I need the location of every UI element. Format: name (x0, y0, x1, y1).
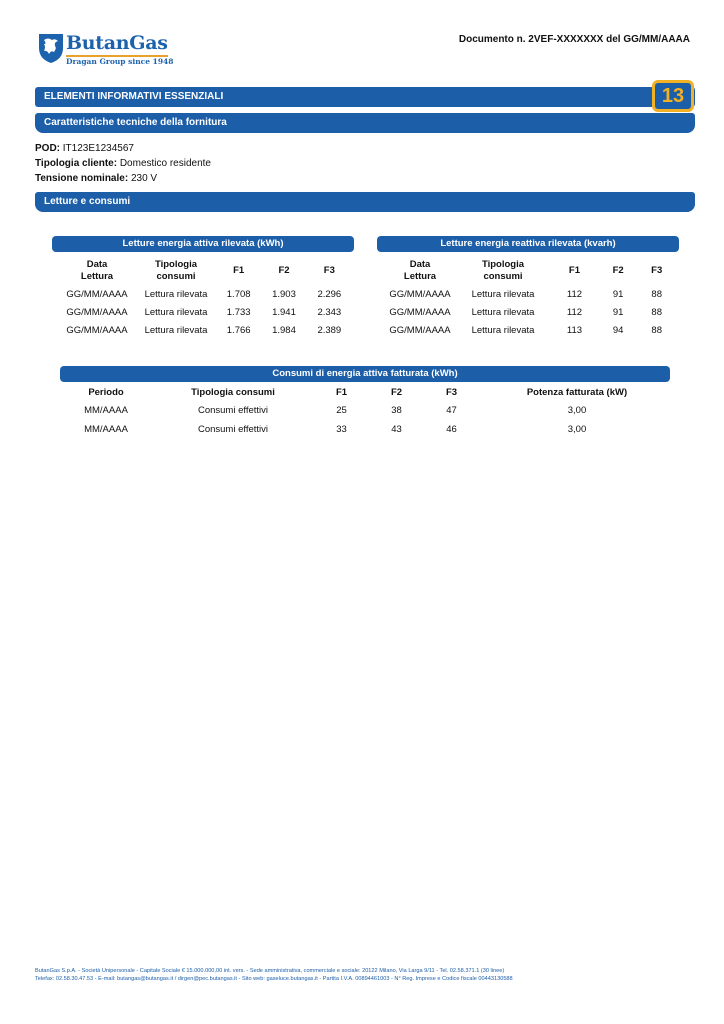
table-row (384, 303, 676, 321)
cell-f1: 33 (336, 424, 347, 435)
logo-name: ButanGas (66, 32, 168, 54)
column-header-date: Data Lettura (403, 259, 437, 282)
cell-f2: 91 (612, 288, 624, 300)
voltage-label: Tensione nominale: (35, 173, 129, 184)
pod-value: IT123E1234567 (62, 143, 134, 154)
voltage-value: 230 V (130, 173, 158, 184)
butangas-logo (38, 32, 178, 68)
cell-type: Lettura rilevata (471, 288, 535, 300)
cell-power: 3,00 (567, 424, 587, 435)
cell-type: Consumi effettivi (197, 424, 269, 435)
cell-f1: 113 (566, 324, 583, 336)
cell-f2: 1.903 (272, 288, 296, 300)
column-header-period: Periodo (88, 387, 124, 398)
pod-label: POD: (35, 143, 60, 154)
dragon-shield-icon (38, 32, 64, 64)
cell-f3: 2.343 (317, 306, 342, 318)
cell-f2: 43 (391, 424, 402, 435)
column-header-type: Tipologia consumi (481, 259, 525, 282)
column-header-f3: F3 (651, 265, 663, 276)
cell-period: MM/AAAA (84, 424, 128, 435)
cell-type: Lettura rilevata (144, 306, 208, 318)
voltage-row (35, 171, 211, 186)
cell-f2: 38 (391, 405, 402, 416)
client-type-value: Domestico residente (119, 158, 211, 169)
cell-f1: 112 (566, 288, 583, 300)
cell-f1: 1.708 (226, 288, 251, 300)
cell-f3: 2.389 (317, 324, 342, 336)
column-header-type: Tipologia consumi (191, 387, 275, 398)
cell-f1: 1.733 (226, 306, 251, 318)
supply-info (35, 141, 211, 186)
cell-f3: 2.296 (317, 288, 342, 300)
footer-line-1: ButanGas S.p.A. - Società Unipersonale - Capitale Sociale € 15.000.000,00 int. vers. - Sede amministrativa, commerciale e sociale: 20122 Milano, Via Larga 9/11 - Tel. 02.58.371.1 (30 linee) (35, 968, 505, 974)
cell-f2: 91 (612, 306, 624, 318)
cell-date: GG/MM/AAAA (66, 306, 128, 318)
cell-power: 3,00 (567, 405, 587, 416)
cell-date: GG/MM/AAAA (389, 288, 451, 300)
cell-f1: 25 (336, 405, 347, 416)
footer (35, 967, 695, 983)
cell-f1: 1.766 (226, 324, 251, 336)
reactive-readings-table (384, 257, 676, 339)
cell-date: GG/MM/AAAA (66, 324, 128, 336)
cell-type: Lettura rilevata (144, 324, 208, 336)
reactive-readings-title: Letture energia reattiva rilevata (kvarh) (377, 236, 679, 252)
pod-row (35, 141, 211, 156)
column-header-f1: F1 (335, 387, 348, 398)
cell-date: GG/MM/AAAA (66, 288, 128, 300)
column-header-f3: F3 (445, 387, 458, 398)
cell-f2: 1.984 (272, 324, 296, 336)
cell-type: Lettura rilevata (471, 324, 535, 336)
table-header-row (60, 385, 675, 401)
cell-f3: 88 (651, 306, 662, 318)
billed-consumption-title: Consumi di energia attiva fatturata (kWh) (60, 366, 670, 382)
page-number-badge: 13 (652, 80, 694, 112)
cell-f1: 112 (566, 306, 583, 318)
column-header-f2: F2 (390, 387, 403, 398)
section-title-technical: Caratteristiche tecniche della fornitura (35, 113, 695, 133)
cell-f3: 88 (651, 288, 662, 300)
table-row (384, 285, 676, 303)
cell-date: GG/MM/AAAA (389, 306, 451, 318)
table-header-row (58, 257, 352, 285)
column-header-power: Potenza fatturata (kW) (526, 387, 628, 398)
column-header-f2: F2 (612, 265, 624, 276)
table-row (58, 321, 352, 339)
table-header-row (384, 257, 676, 285)
active-readings-table (58, 257, 352, 339)
billed-consumption-table (60, 385, 675, 439)
table-row (58, 285, 352, 303)
cell-f3: 46 (446, 424, 457, 435)
column-header-f2: F2 (278, 265, 290, 276)
cell-f2: 94 (612, 324, 624, 336)
footer-line-2: Telefax: 02.58.30.47.53 - E-mail: butangas@butangas.it / dirgen@pec.butangas.it - Sito web: gaseluce.butangas.it - Partita I.V.A. 00894461003 - N° Reg. Imprese e Codice fiscale 00443130588 (35, 976, 513, 982)
column-header-f1: F1 (568, 265, 580, 276)
cell-type: Lettura rilevata (144, 288, 208, 300)
column-header-f1: F1 (233, 265, 245, 276)
cell-f2: 1.941 (272, 306, 296, 318)
table-row (384, 321, 676, 339)
cell-f3: 88 (651, 324, 662, 336)
client-type-row (35, 156, 211, 171)
document-number: Documento n. 2VEF-XXXXXXX del GG/MM/AAAA (458, 34, 690, 45)
cell-date: GG/MM/AAAA (389, 324, 451, 336)
cell-f3: 47 (446, 405, 457, 416)
column-header-type: Tipologia consumi (154, 259, 198, 282)
client-type-label: Tipologia cliente: (35, 158, 118, 169)
active-readings-title: Letture energia attiva rilevata (kWh) (52, 236, 354, 252)
table-row (58, 303, 352, 321)
section-title-readings: Letture e consumi (35, 192, 695, 212)
logo-tagline: Dragan Group since 1948 (66, 57, 174, 66)
section-title-main: ELEMENTI INFORMATIVI ESSENZIALI (35, 87, 695, 107)
table-row (60, 401, 675, 420)
cell-type: Consumi effettivi (197, 405, 269, 416)
column-header-date: Data Lettura (80, 259, 114, 282)
cell-type: Lettura rilevata (471, 306, 535, 318)
table-row (60, 420, 675, 439)
column-header-f3: F3 (323, 265, 335, 276)
cell-period: MM/AAAA (84, 405, 128, 416)
